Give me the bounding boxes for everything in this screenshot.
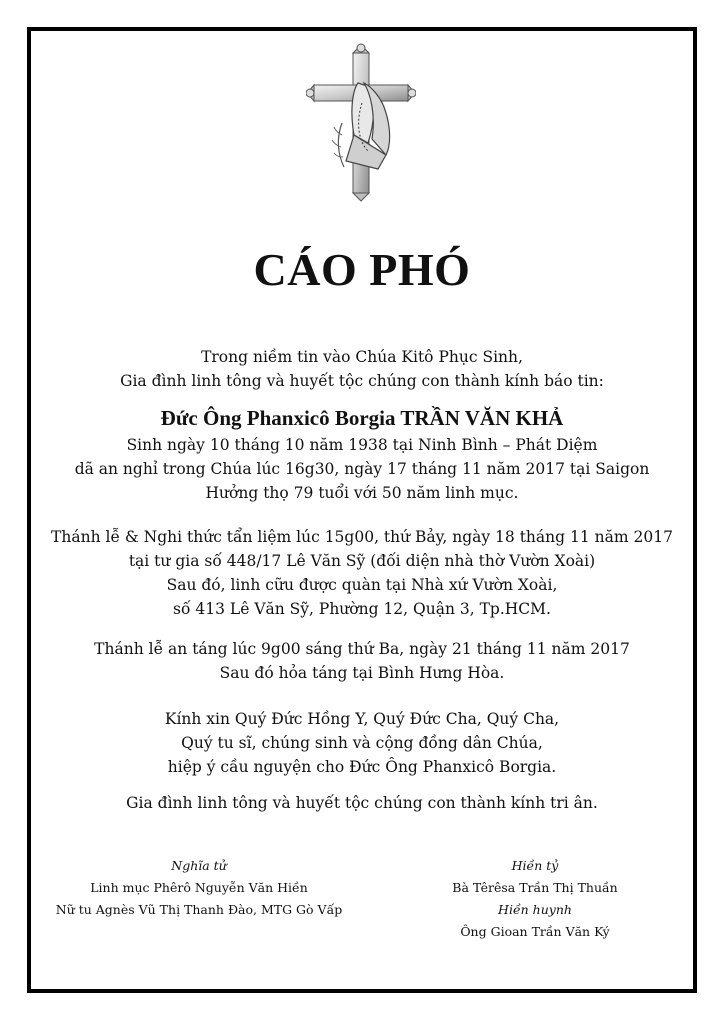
page-title: CÁO PHÓ [253, 244, 471, 295]
ceremony-line: số 413 Lê Văn Sỹ, Phường 12, Quận 3, Tp.HCM. [173, 600, 551, 618]
obituary-page [27, 27, 697, 993]
deceased-detail-line: Hưởng thọ 79 tuổi với 50 năm linh mục. [205, 484, 519, 502]
deceased-name: Đức Ông Phanxicô Borgia TRẦN VĂN KHẢ [160, 406, 564, 430]
request-line: Kính xin Quý Đức Hồng Y, Quý Đức Cha, Quý Cha, [164, 710, 560, 728]
request-paragraph [31, 707, 693, 779]
deceased-detail-line: dã an nghỉ trong Chúa lúc 16g30, ngày 17 tháng 11 năm 2017 tại Saigon [74, 460, 650, 478]
signature-name: Ông Gioan Trần Văn Ký [460, 924, 610, 939]
ceremony-line: Thánh lễ & Nghi thức tẩn liệm lúc 15g00, thứ Bảy, ngày 18 tháng 11 năm 2017 [51, 528, 673, 546]
ceremony-line: Sau đó, linh cữu được quàn tại Nhà xứ Vườn Xoài, [166, 576, 558, 594]
signature-role: Hiền huynh [498, 902, 572, 917]
deceased-block [31, 403, 693, 505]
intro-paragraph [31, 345, 693, 393]
burial-paragraph [31, 637, 693, 685]
request-line: Quý tu sĩ, chúng sinh và cộng đồng dân Chúa, [181, 734, 543, 752]
signature-right [425, 855, 645, 943]
signature-role: Hiền tỷ [511, 858, 559, 873]
burial-line: Thánh lễ an táng lúc 9g00 sáng thứ Ba, ngày 21 tháng 11 năm 2017 [94, 640, 630, 658]
burial-line: Sau đó hỏa táng tại Bình Hưng Hòa. [219, 664, 505, 682]
intro-line: Trong niềm tin vào Chúa Kitô Phục Sinh, [201, 348, 523, 366]
deceased-detail-line: Sinh ngày 10 tháng 10 năm 1938 tại Ninh Bình – Phát Diệm [126, 436, 598, 454]
cross-praying-hands-icon [306, 43, 416, 203]
signature-name: Bà Têrêsa Trần Thị Thuần [452, 880, 618, 895]
intro-line: Gia đình linh tông và huyết tộc chúng con thành kính báo tin: [120, 372, 604, 390]
request-line: hiệp ý cầu nguyện cho Đức Ông Phanxicô Borgia. [167, 758, 557, 776]
signature-left [39, 855, 359, 921]
signature-name: Nữ tu Agnès Vũ Thị Thanh Đào, MTG Gò Vấp [55, 902, 343, 917]
thanks-paragraph [31, 791, 693, 815]
ceremony-paragraph [31, 525, 693, 621]
signature-role: Nghĩa tử [171, 858, 227, 873]
thanks-line: Gia đình linh tông và huyết tộc chúng con thành kính tri ân. [126, 794, 598, 812]
signature-name: Linh mục Phêrô Nguyễn Văn Hiền [90, 880, 308, 895]
ceremony-line: tại tư gia số 448/17 Lê Văn Sỹ (đối diện nhà thờ Vườn Xoài) [128, 552, 596, 570]
